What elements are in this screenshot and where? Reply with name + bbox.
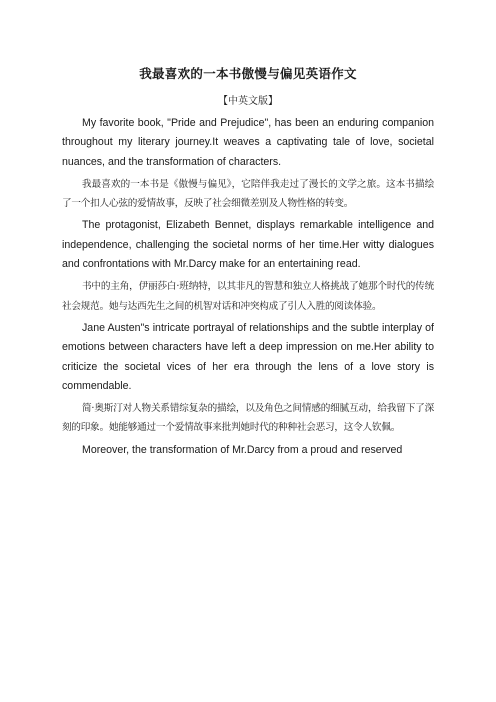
- document-title: 我最喜欢的一本书傲慢与偏见英语作文: [139, 66, 357, 81]
- paragraph-zh-1: 我最喜欢的一本书是《傲慢与偏见》，它陪伴我走过了漫长的文学之旅。这本书描绘了一个扣人心弦的爱情故事，反映了社会细微差别及人物性格的转变。: [62, 178, 434, 210]
- paragraph-en-3: Jane Austen"s intricate portrayal of relationships and the subtle interplay of emotions between characters have left a deep impression on me.Her ability to criticize the societal vices of her era through the lens of a love story is commendable.: [62, 321, 434, 392]
- paragraph-zh-2: 书中的主角，伊丽莎白·班纳特，以其非凡的智慧和独立人格挑战了她那个时代的传统社会规范。她与达西先生之间的机智对话和冲突构成了引人入胜的阅读体验。: [62, 281, 434, 312]
- paragraph-zh-3: 简·奥斯汀对人物关系错综复杂的描绘，以及角色之间情感的细腻互动，给我留下了深刻的印象。她能够通过一个爱情故事来批判她时代的种种社会恶习，这令人钦佩。: [62, 403, 434, 434]
- edition-label: 【中英文版】: [218, 96, 278, 107]
- paragraph-en-4: Moreover, the transformation of Mr.Darcy from a proud and reserved: [82, 443, 403, 456]
- paragraph-en-1: My favorite book, "Pride and Prejudice", has been an enduring companion throughout my literary journey.It weaves a captivating tale of love, societal nuances, and the transformation of characters.: [62, 117, 434, 168]
- paragraph-en-2: The protagonist, Elizabeth Bennet, displays remarkable intelligence and independence, challenging the societal norms of her time.Her witty dialogues and confrontations with Mr.Darcy make for an entertaining read.: [62, 219, 434, 271]
- document-body: [62, 64, 434, 463]
